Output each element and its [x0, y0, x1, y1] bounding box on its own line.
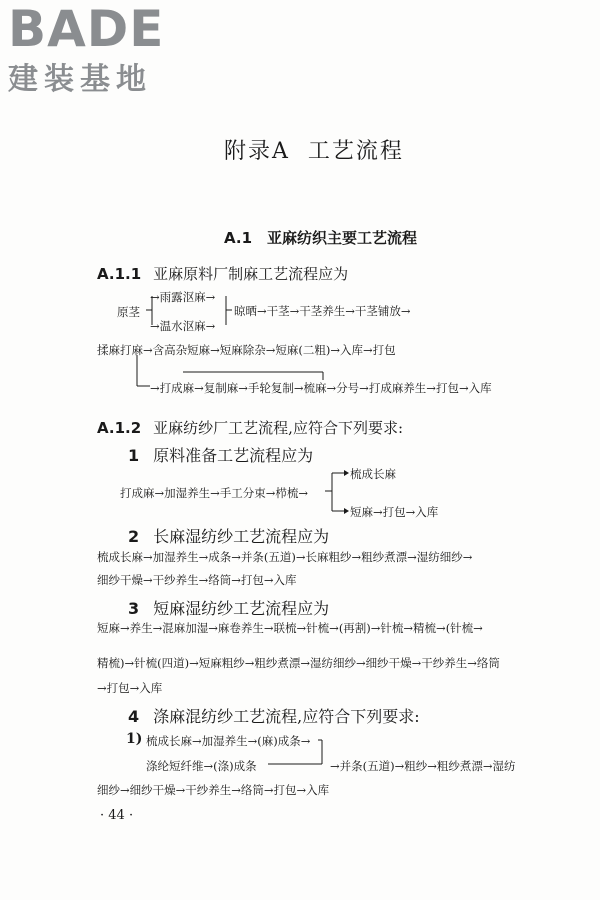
- flow-item1-branch-top: 梳成长麻: [350, 467, 396, 481]
- flow-item4-merge: →并条(五道)→粗纱→粗纱煮漂→湿纺: [330, 759, 516, 773]
- item-number: 2: [128, 527, 140, 546]
- item-title: 原料准备工艺流程应为: [153, 446, 314, 465]
- clause-number: A.1.1: [97, 265, 142, 283]
- sub-item-label: 1): [126, 731, 143, 747]
- flow-item3-line2: 精梳)→针梳(四道)→短麻粗纱→粗纱煮漂→湿纺细纱→细纱干燥→干纱养生→络筒: [97, 656, 500, 670]
- logo-subtitle: 建装基地: [8, 62, 152, 97]
- appendix-label: 附录A: [224, 139, 290, 164]
- flow-item2-line2: 细纱干燥→干纱养生→络筒→打包→入库: [97, 573, 297, 587]
- arrowhead: [344, 470, 349, 476]
- flow-item1-main: 打成麻→加湿养生→手工分束→栉梳→: [120, 486, 309, 500]
- appendix-subject: 工艺流程: [307, 139, 404, 164]
- item-number: 4: [128, 707, 140, 726]
- item-title: 涤麻混纺纱工艺流程,应符合下列要求:: [153, 707, 420, 726]
- flow-a111-branch-bottom: →温水沤麻→: [150, 319, 216, 333]
- flow-item3-line1: 短麻→养生→混麻加湿→麻卷养生→联梳→针梳→(再割)→针梳→精梳→(针梳→: [97, 621, 483, 635]
- flow-item1-branch-bottom: 短麻→打包→入库: [350, 505, 439, 519]
- flow-a111-line3: →打成麻→复制麻→手轮复制→梳麻→分号→打成麻养生→打包→入库: [150, 381, 492, 395]
- clause-number: A.1.2: [97, 419, 142, 437]
- clause-text: 亚麻原料厂制麻工艺流程应为: [153, 265, 349, 283]
- section-heading: A.1 亚麻纺织主要工艺流程: [224, 229, 418, 247]
- page-number: · 44 ·: [100, 808, 134, 823]
- flow-a111-merge: 晾晒→干茎→干茎养生→干茎铺放→: [234, 304, 411, 318]
- flow-a111-start: 原茎: [117, 305, 140, 319]
- item-number: 3: [128, 599, 140, 618]
- flow-a111-branch-top: →雨露沤麻→: [150, 290, 216, 304]
- item-number: 1: [128, 446, 140, 465]
- flow-item4-line3: 细纱→细纱干燥→干纱养生→络筒→打包→入库: [97, 783, 330, 797]
- flow-item2-line1: 梳成长麻→加湿养生→成条→并条(五道)→长麻粗纱→粗纱煮漂→湿纺细纱→: [97, 550, 473, 564]
- item-title: 长麻湿纺纱工艺流程应为: [153, 527, 330, 546]
- flow-item3-line3: →打包→入库: [97, 681, 163, 695]
- arrowhead: [344, 508, 349, 514]
- flow-item4-bottom: 涤纶短纤维→(涤)成条: [146, 759, 257, 773]
- item-title: 短麻湿纺纱工艺流程应为: [153, 599, 330, 618]
- logo-wordmark: BADE: [8, 0, 165, 58]
- clause-text: 亚麻纺纱厂工艺流程,应符合下列要求:: [153, 419, 403, 437]
- flow-item4-top: 梳成长麻→加湿养生→(麻)成条→: [146, 734, 311, 748]
- flow-a111-line2: 揉麻打麻→含高杂短麻→短麻除杂→短麻(二粗)→入库→打包: [97, 343, 396, 357]
